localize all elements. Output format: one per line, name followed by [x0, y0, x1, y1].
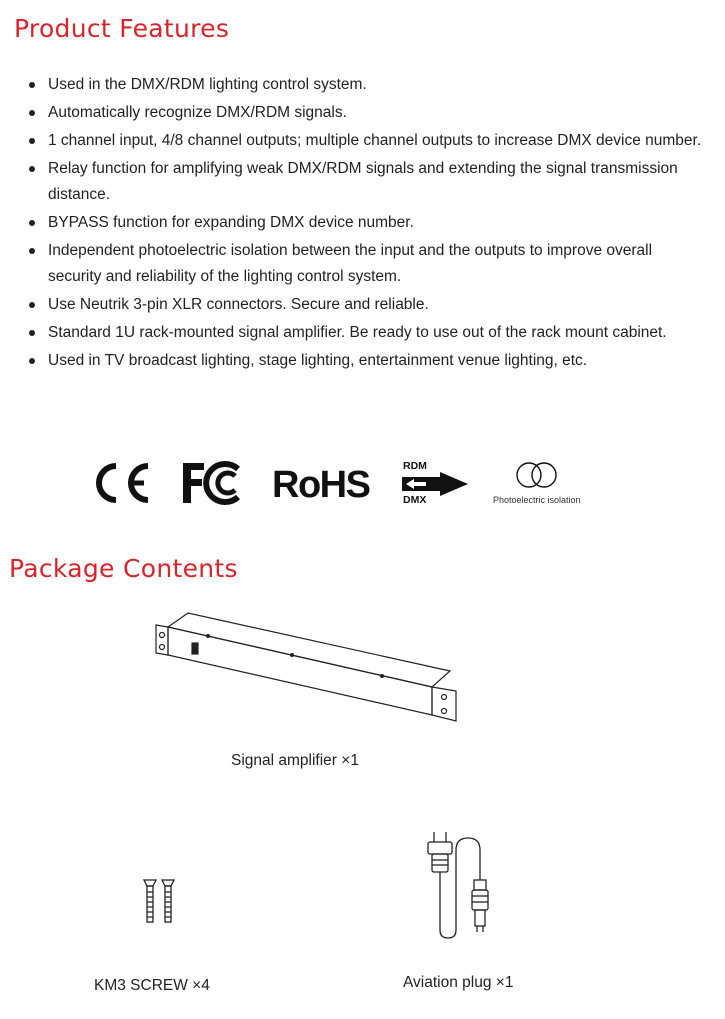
- feature-item: Used in TV broadcast lighting, stage lighting, entertainment venue lighting, etc.: [24, 348, 704, 374]
- feature-item: Standard 1U rack-mounted signal amplifier. Be ready to use out of the rack mount cabinet.: [24, 320, 704, 346]
- product-features-title: Product Features: [14, 14, 230, 43]
- feature-item: Use Neutrik 3-pin XLR connectors. Secure and reliable.: [24, 292, 704, 318]
- feature-item: Automatically recognize DMX/RDM signals.: [24, 100, 704, 126]
- isolation-circles-icon: [513, 460, 561, 490]
- feature-item: BYPASS function for expanding DMX device number.: [24, 210, 704, 236]
- aviation-plug-caption: Aviation plug ×1: [403, 974, 514, 991]
- photoelectric-label: Photoelectric isolation: [493, 495, 581, 505]
- signal-amplifier-caption: Signal amplifier ×1: [231, 752, 359, 769]
- feature-item: Relay function for amplifying weak DMX/RDM signals and extending the signal transmission distance.: [24, 156, 704, 208]
- rdm-dmx-logo: [400, 460, 470, 506]
- direction-arrow-icon: [400, 472, 470, 496]
- feature-list: [24, 72, 704, 376]
- feature-item: 1 channel input, 4/8 channel outputs; multiple channel outputs to increase DMX device number.: [24, 128, 704, 154]
- feature-item: Independent photoelectric isolation between the input and the outputs to improve overall security and reliability of the lighting control system.: [24, 238, 704, 290]
- signal-amplifier-image: [150, 605, 465, 730]
- fcc-logo: [180, 460, 244, 506]
- screw-caption: KM3 SCREW ×4: [94, 977, 210, 994]
- rdm-label: RDM: [403, 460, 427, 472]
- feature-item: Used in the DMX/RDM lighting control system.: [24, 72, 704, 98]
- rohs-logo: RoHS: [272, 464, 370, 506]
- package-contents-title: Package Contents: [9, 554, 238, 583]
- aviation-plug-image: [420, 830, 500, 942]
- screw-image: [142, 878, 178, 926]
- photoelectric-isolation-logo: [490, 460, 590, 510]
- ce-logo: [90, 458, 152, 508]
- dmx-label: DMX: [403, 494, 427, 506]
